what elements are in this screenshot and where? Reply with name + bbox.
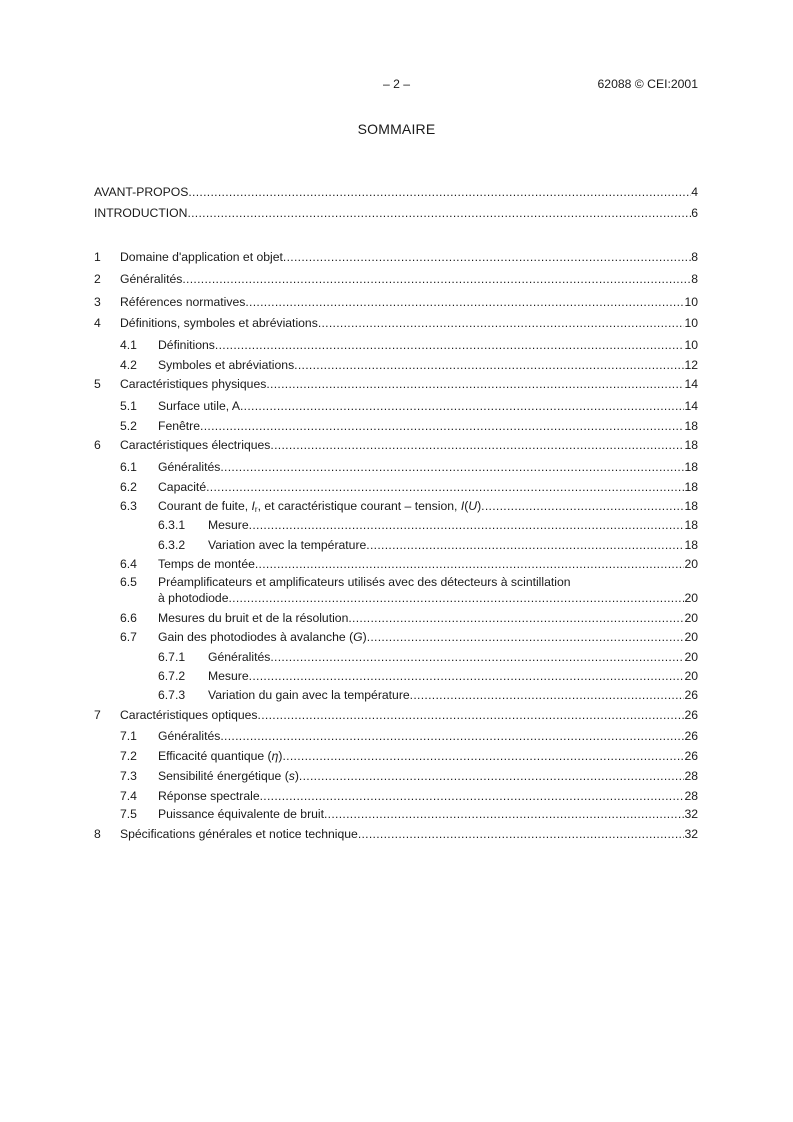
toc-entry-6-4[interactable]: [94, 556, 698, 572]
dot-leader: [206, 479, 684, 495]
toc-title: à photodiode: [158, 591, 229, 605]
toc-number: 1: [94, 250, 101, 264]
toc-entry-6-1[interactable]: [94, 459, 698, 475]
toc-entry-6-5[interactable]: [94, 574, 698, 606]
toc-number: 7.4: [120, 789, 137, 803]
toc-title: AVANT-PROPOS: [94, 185, 189, 199]
toc-entry-4[interactable]: [94, 315, 698, 331]
toc-title: Généralités: [158, 460, 221, 474]
toc-title: Définitions: [158, 338, 215, 352]
dot-leader: [481, 498, 684, 514]
toc-page: 26: [684, 688, 698, 702]
toc-entry-6-3-2[interactable]: [94, 537, 698, 553]
dot-leader: [215, 337, 685, 353]
toc-page: 32: [684, 827, 698, 841]
toc-entry-5-1[interactable]: [94, 398, 698, 414]
toc-page: 20: [684, 630, 698, 644]
toc-number: 7: [94, 708, 101, 722]
toc-entry-5-2[interactable]: [94, 418, 698, 434]
toc-page: 20: [684, 611, 698, 625]
toc-page: 18: [684, 438, 698, 452]
toc-number: 6.6: [120, 611, 137, 625]
dot-leader: [228, 590, 684, 606]
toc-title-leakage-current: Courant de fuite, $I_r$, et caractéristique courant – tension, I(U): [158, 499, 482, 514]
dot-leader: [348, 610, 684, 626]
toc-title: Généralités: [158, 729, 221, 743]
dot-leader: [282, 748, 684, 764]
toc-title: Variation du gain avec la température: [208, 688, 410, 702]
toc-page: 18: [684, 480, 698, 494]
toc-page: 14: [684, 377, 698, 391]
toc-title: Généralités: [208, 650, 271, 664]
toc-number: 4: [94, 316, 101, 330]
toc-entry-avant-propos[interactable]: [94, 184, 698, 200]
toc-entry-introduction[interactable]: [94, 205, 698, 221]
toc-number: 4.1: [120, 338, 137, 352]
toc-page: 28: [684, 769, 698, 783]
page-header: [0, 77, 793, 93]
document-reference: 62088 © CEI:2001: [597, 77, 698, 91]
toc-number: 6.7.2: [158, 669, 186, 683]
toc-number: 7.2: [120, 749, 137, 763]
toc-entry-6-6[interactable]: [94, 610, 698, 626]
dot-leader: [270, 437, 684, 453]
toc-title: Généralités: [120, 272, 183, 286]
toc-number: 5.1: [120, 399, 137, 413]
toc-entry-2[interactable]: [94, 271, 698, 287]
toc-title: Puissance équivalente de bruit: [158, 807, 324, 821]
toc-page: 26: [684, 708, 698, 722]
dot-leader: [266, 376, 684, 392]
toc-page: 10: [684, 338, 698, 352]
toc-page: 26: [684, 749, 698, 763]
toc-number: 6.7: [120, 630, 137, 644]
toc-page: 28: [684, 789, 698, 803]
page-title: SOMMAIRE: [357, 121, 436, 137]
toc-number: 6.7.3: [158, 688, 186, 702]
dot-leader: [249, 668, 685, 684]
toc-number: 6.5: [120, 575, 137, 589]
dot-leader: [220, 459, 684, 475]
dot-leader: [318, 315, 685, 331]
toc-entry-5[interactable]: [94, 376, 698, 392]
dot-leader: [270, 649, 684, 665]
dot-leader: [299, 768, 685, 784]
toc-number: 8: [94, 827, 101, 841]
page-number: – 2 –: [382, 77, 411, 91]
toc-page: 4: [691, 185, 698, 199]
dot-leader: [283, 249, 691, 265]
toc-number: 6.3.2: [158, 538, 186, 552]
dot-leader: [294, 357, 684, 373]
dot-leader: [258, 707, 685, 723]
toc-number: 5: [94, 377, 101, 391]
toc-number: 6.4: [120, 557, 137, 571]
toc-number: 4.2: [120, 358, 137, 372]
toc-page: 18: [684, 419, 698, 433]
dot-leader: [220, 728, 684, 744]
toc-entry-6-7[interactable]: [94, 629, 698, 645]
toc-entry-6-3-1[interactable]: [94, 517, 698, 533]
toc-page: 18: [684, 499, 698, 513]
dot-leader: [245, 294, 684, 310]
toc-number: 7.5: [120, 807, 137, 821]
toc-title: Caractéristiques physiques: [120, 377, 267, 391]
toc-entry-6-7-1[interactable]: [94, 649, 698, 665]
toc-entry-6-7-2[interactable]: [94, 668, 698, 684]
toc-title: Mesures du bruit et de la résolution: [158, 611, 349, 625]
dot-leader: [410, 687, 685, 703]
toc-entry-7-3[interactable]: [94, 768, 698, 784]
dot-leader: [255, 556, 685, 572]
toc-title: Surface utile, A: [158, 399, 240, 413]
dot-leader: [188, 184, 691, 200]
toc-title: Mesure: [208, 669, 249, 683]
toc-page: 10: [684, 295, 698, 309]
toc-number: 6.7.1: [158, 650, 186, 664]
toc-number: 6.1: [120, 460, 137, 474]
toc-title: Temps de montée: [158, 557, 255, 571]
toc-entry-1[interactable]: [94, 249, 698, 265]
toc-page: 12: [684, 358, 698, 372]
toc-title: Caractéristiques électriques: [120, 438, 271, 452]
toc-title: Mesure: [208, 518, 249, 532]
toc-entry-7-1[interactable]: [94, 728, 698, 744]
toc-page: 18: [684, 518, 698, 532]
toc-page: 18: [684, 538, 698, 552]
toc-title: Définitions, symboles et abréviations: [120, 316, 318, 330]
toc-page: 26: [684, 729, 698, 743]
toc-title: Fenêtre: [158, 419, 201, 433]
toc-entry-4-1[interactable]: [94, 337, 698, 353]
toc-entry-3[interactable]: [94, 294, 698, 310]
dot-leader: [324, 806, 684, 822]
toc-number: 3: [94, 295, 101, 309]
toc-title-avalanche-gain: Gain des photodiodes à avalanche (G): [158, 630, 367, 644]
toc-page: 10: [684, 316, 698, 330]
toc-number: 2: [94, 272, 101, 286]
toc-number: 6.3.1: [158, 518, 186, 532]
toc-title-sensitivity: Sensibilité énergétique (s): [158, 769, 299, 783]
dot-leader: [249, 517, 685, 533]
toc-entry-8[interactable]: [94, 826, 698, 842]
dot-leader: [187, 205, 691, 221]
toc-page: 14: [684, 399, 698, 413]
toc-entry-4-2[interactable]: [94, 357, 698, 373]
toc-entry-6-3[interactable]: [94, 498, 698, 514]
toc-title: Caractéristiques optiques: [120, 708, 258, 722]
toc-number: 5.2: [120, 419, 137, 433]
toc-title: INTRODUCTION: [94, 206, 188, 220]
toc-title: Spécifications générales et notice technique: [120, 827, 358, 841]
dot-leader: [358, 826, 685, 842]
toc-number: 6.3: [120, 499, 137, 513]
toc-page: 8: [691, 272, 698, 286]
toc-page: 20: [684, 669, 698, 683]
dot-leader: [367, 629, 685, 645]
dot-leader: [200, 418, 684, 434]
toc-page: 6: [691, 206, 698, 220]
dot-leader: [182, 271, 691, 287]
toc-entry-7[interactable]: [94, 707, 698, 723]
toc-page: 18: [684, 460, 698, 474]
toc-title: Références normatives: [120, 295, 246, 309]
toc-page: 20: [684, 591, 698, 605]
toc-page: 20: [684, 557, 698, 571]
toc-title: Symboles et abréviations: [158, 358, 295, 372]
dot-leader: [366, 537, 684, 553]
dot-leader: [240, 398, 684, 414]
toc-page: 20: [684, 650, 698, 664]
toc-entry-6[interactable]: [94, 437, 698, 453]
toc-number: 6.2: [120, 480, 137, 494]
toc-number: 6: [94, 438, 101, 452]
toc-number: 7.3: [120, 769, 137, 783]
toc-page: 32: [684, 807, 698, 821]
toc-entry-7-2[interactable]: [94, 748, 698, 764]
toc-number: 7.1: [120, 729, 137, 743]
toc-page: 8: [691, 250, 698, 264]
toc-title: Domaine d'application et objet: [120, 250, 283, 264]
toc-title-line1: Préamplificateurs et amplificateurs utilisés avec des détecteurs à scintillation: [158, 575, 571, 589]
toc-entry-6-7-3[interactable]: [94, 687, 698, 703]
toc-title: Variation avec la température: [208, 538, 367, 552]
toc-entry-7-4[interactable]: [94, 788, 698, 804]
toc-title-quantum-efficiency: Efficacité quantique (η): [158, 749, 283, 763]
dot-leader: [260, 788, 685, 804]
toc-entry-6-2[interactable]: [94, 479, 698, 495]
toc-title: Réponse spectrale: [158, 789, 260, 803]
toc-entry-7-5[interactable]: [94, 806, 698, 822]
toc-title: Capacité: [158, 480, 207, 494]
